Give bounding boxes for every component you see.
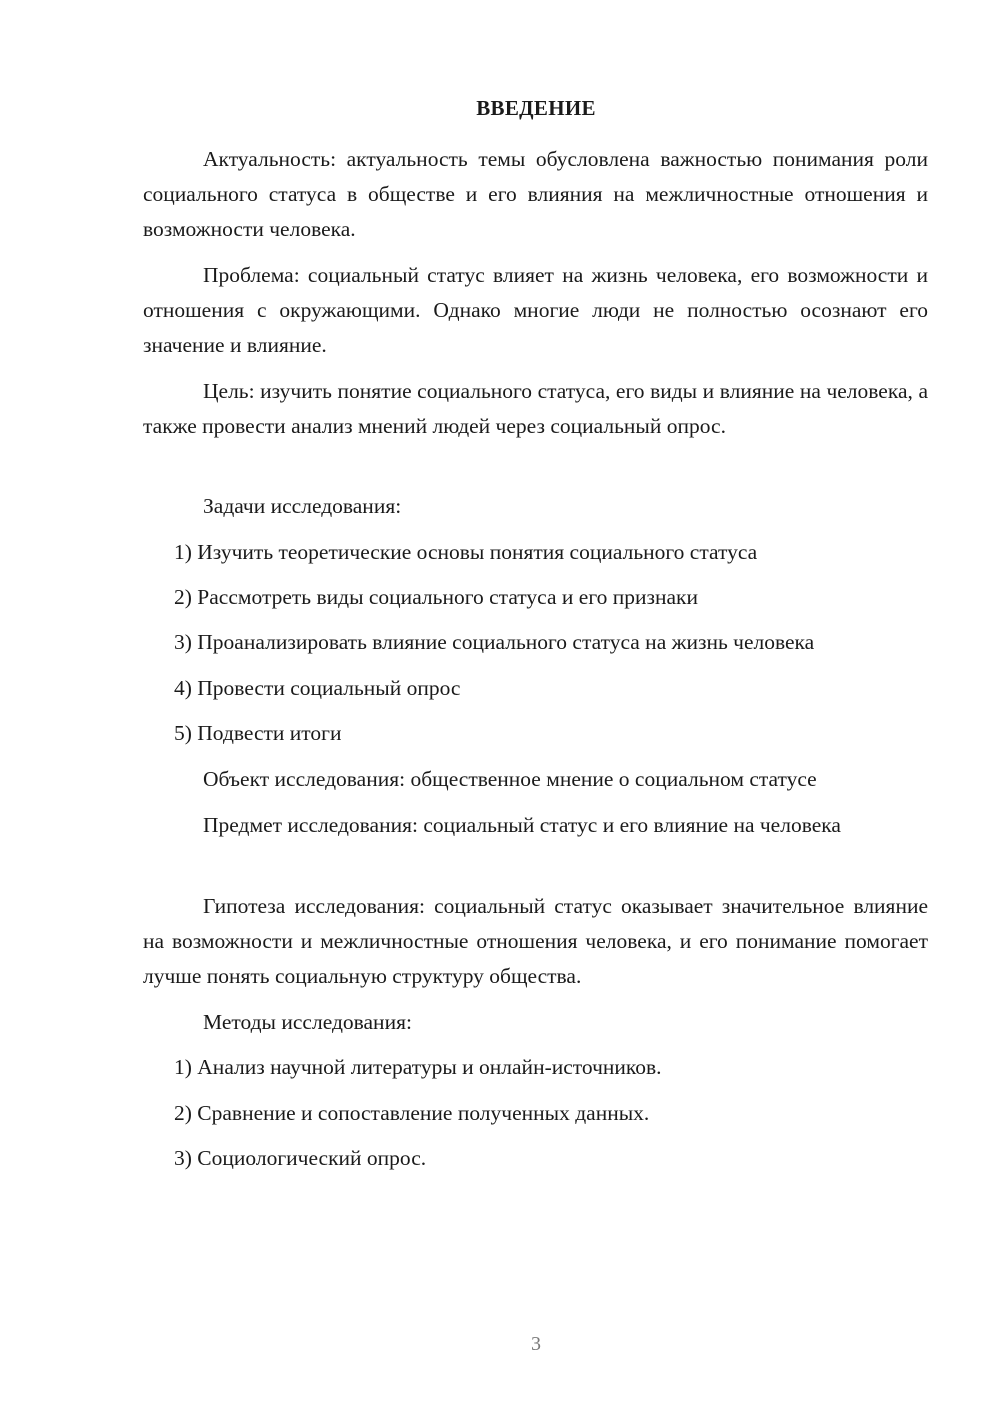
goal-paragraph: Цель: изучить понятие социального статуса, его виды и влияние на человека, а также провести анализ мнений людей через социальный опрос.	[143, 379, 928, 438]
task-item-1: 1) Изучить теоретические основы понятия социального статуса	[174, 540, 758, 564]
method-item-2: 2) Сравнение и сопоставление полученных данных.	[174, 1101, 650, 1125]
task-item-2: 2) Рассмотреть виды социального статуса и его признаки	[174, 585, 698, 609]
object-paragraph: Объект исследования: общественное мнение о социальном статусе	[203, 767, 817, 791]
subject-paragraph: Предмет исследования: социальный статус и его влияние на человека	[203, 813, 841, 837]
method-item-1: 1) Анализ научной литературы и онлайн-источников.	[174, 1055, 662, 1079]
page-number: 3	[531, 1333, 541, 1355]
problem-paragraph: Проблема: социальный статус влияет на жизнь человека, его возможности и отношения с окружающими. Однако многие люди не полностью осознают его значение и влияние.	[143, 263, 928, 357]
tasks-heading: Задачи исследования:	[203, 494, 402, 518]
relevance-paragraph: Актуальность: актуальность темы обусловлена важностью понимания роли социального статуса в обществе и его влияния на межличностные отношения и возможности человека.	[143, 147, 928, 241]
methods-heading: Методы исследования:	[203, 1010, 412, 1034]
task-item-3: 3) Проанализировать влияние социального статуса на жизнь человека	[174, 630, 815, 654]
method-item-3: 3) Социологический опрос.	[174, 1146, 427, 1170]
task-item-5: 5) Подвести итоги	[174, 721, 342, 745]
task-item-4: 4) Провести социальный опрос	[174, 676, 461, 700]
hypothesis-paragraph: Гипотеза исследования: социальный статус оказывает значительное влияние на возможности и межличностные отношения человека, и его понимание помогает лучше понять социальную структуру общества.	[143, 894, 928, 988]
page-title: ВВЕДЕНИЕ	[476, 96, 596, 120]
